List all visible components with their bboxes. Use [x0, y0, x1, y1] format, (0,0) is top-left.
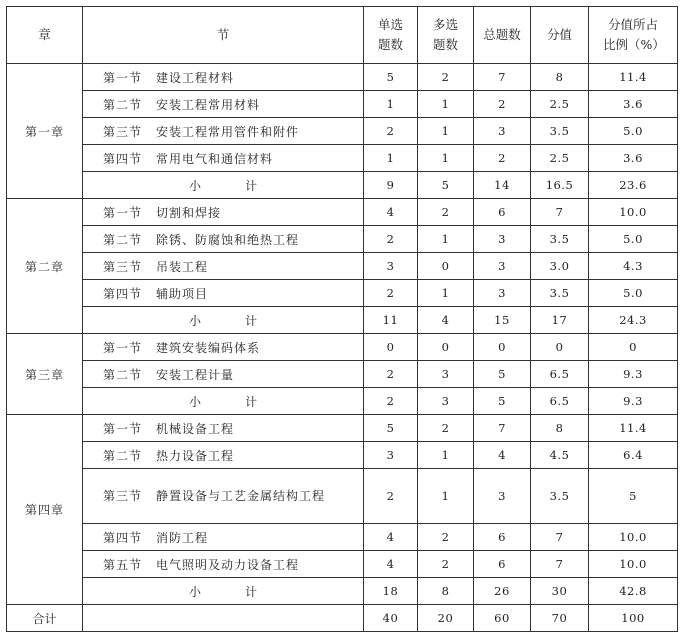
section-total: 6 — [474, 199, 531, 226]
section-single: 1 — [364, 145, 418, 172]
section-score: 2.5 — [531, 91, 589, 118]
section-cell — [83, 524, 364, 551]
section-ratio: 6.4 — [589, 442, 678, 469]
section-title: 建设工程材料 — [156, 70, 235, 85]
section-ratio: 11.4 — [589, 415, 678, 442]
subtotal-label-part: 计 — [245, 313, 258, 328]
section-cell — [83, 226, 364, 253]
subtotal-total: 14 — [474, 172, 531, 199]
section-title: 安装工程计量 — [156, 367, 235, 382]
section-cell — [83, 334, 364, 361]
section-score: 2.5 — [531, 145, 589, 172]
section-cell — [83, 91, 364, 118]
section-title: 吊装工程 — [156, 259, 209, 274]
section-single: 2 — [364, 118, 418, 145]
section-title: 除锈、防腐蚀和绝热工程 — [156, 232, 300, 247]
section-single: 2 — [364, 469, 418, 524]
section-cell — [83, 199, 364, 226]
section-multi: 1 — [418, 226, 474, 253]
subtotal-row — [7, 172, 678, 199]
section-number: 第二节 — [103, 232, 143, 247]
chapter-cell: 第三章 — [7, 334, 83, 415]
chapter-cell: 第一章 — [7, 64, 83, 199]
section-ratio: 5.0 — [589, 118, 678, 145]
section-total: 6 — [474, 551, 531, 578]
section-multi: 2 — [418, 415, 474, 442]
subtotal-total: 15 — [474, 307, 531, 334]
subtotal-multi: 4 — [418, 307, 474, 334]
chapter-cell: 第二章 — [7, 199, 83, 334]
section-multi: 1 — [418, 280, 474, 307]
section-multi: 3 — [418, 361, 474, 388]
table-row — [7, 145, 678, 172]
subtotal-total: 5 — [474, 388, 531, 415]
subtotal-ratio: 9.3 — [589, 388, 678, 415]
table-row — [7, 64, 678, 91]
section-single: 4 — [364, 524, 418, 551]
section-ratio: 3.6 — [589, 145, 678, 172]
section-total: 7 — [474, 415, 531, 442]
subtotal-ratio: 24.3 — [589, 307, 678, 334]
section-number: 第一节 — [103, 70, 143, 85]
subtotal-label-part: 小 — [188, 313, 201, 328]
table-row — [7, 469, 678, 524]
section-title: 切割和焊接 — [156, 205, 222, 220]
section-single: 4 — [364, 199, 418, 226]
section-ratio: 5 — [589, 469, 678, 524]
table-row — [7, 361, 678, 388]
table-row — [7, 91, 678, 118]
header-score: 分值 — [531, 7, 589, 64]
section-cell — [83, 253, 364, 280]
subtotal-ratio: 42.8 — [589, 578, 678, 605]
section-multi: 1 — [418, 469, 474, 524]
table-row — [7, 524, 678, 551]
section-total: 3 — [474, 226, 531, 253]
subtotal-ratio: 23.6 — [589, 172, 678, 199]
section-title: 机械设备工程 — [156, 421, 235, 436]
table-row — [7, 199, 678, 226]
section-single: 1 — [364, 91, 418, 118]
section-ratio: 10.0 — [589, 551, 678, 578]
table-row — [7, 253, 678, 280]
section-total: 7 — [474, 64, 531, 91]
section-score: 3.5 — [531, 280, 589, 307]
section-cell — [83, 280, 364, 307]
section-number: 第二节 — [103, 448, 143, 463]
section-ratio: 5.0 — [589, 226, 678, 253]
header-single: 单选题数 — [364, 7, 418, 64]
subtotal-single: 11 — [364, 307, 418, 334]
section-number: 第三节 — [103, 124, 143, 139]
section-single: 2 — [364, 361, 418, 388]
section-score: 3.0 — [531, 253, 589, 280]
subtotal-row — [7, 388, 678, 415]
subtotal-score: 16.5 — [531, 172, 589, 199]
section-ratio: 4.3 — [589, 253, 678, 280]
section-ratio: 11.4 — [589, 64, 678, 91]
section-cell — [83, 415, 364, 442]
section-title: 常用电气和通信材料 — [156, 151, 274, 166]
section-total: 2 — [474, 91, 531, 118]
section-score: 4.5 — [531, 442, 589, 469]
section-multi: 1 — [418, 118, 474, 145]
subtotal-row — [7, 307, 678, 334]
section-single: 5 — [364, 64, 418, 91]
section-single: 4 — [364, 551, 418, 578]
section-multi: 2 — [418, 551, 474, 578]
section-score: 3.5 — [531, 118, 589, 145]
subtotal-total: 26 — [474, 578, 531, 605]
section-multi: 2 — [418, 524, 474, 551]
grand-total-empty — [83, 605, 364, 632]
subtotal-single: 18 — [364, 578, 418, 605]
section-score: 6.5 — [531, 361, 589, 388]
section-title: 辅助项目 — [156, 286, 209, 301]
section-ratio: 9.3 — [589, 361, 678, 388]
section-number: 第三节 — [103, 259, 143, 274]
subtotal-label-part: 计 — [245, 394, 258, 409]
header-total: 总题数 — [474, 7, 531, 64]
grand-total-row — [7, 605, 678, 632]
subtotal-label-part: 小 — [188, 584, 201, 599]
section-score: 8 — [531, 415, 589, 442]
section-single: 5 — [364, 415, 418, 442]
section-cell — [83, 118, 364, 145]
subtotal-single: 9 — [364, 172, 418, 199]
section-total: 5 — [474, 361, 531, 388]
section-cell — [83, 64, 364, 91]
section-single: 2 — [364, 226, 418, 253]
subtotal-score: 6.5 — [531, 388, 589, 415]
table-row — [7, 226, 678, 253]
section-score: 8 — [531, 64, 589, 91]
section-score: 7 — [531, 524, 589, 551]
subtotal-label — [83, 172, 364, 199]
section-cell — [83, 442, 364, 469]
subtotal-label — [83, 578, 364, 605]
section-single: 0 — [364, 334, 418, 361]
section-ratio: 5.0 — [589, 280, 678, 307]
section-multi: 2 — [418, 199, 474, 226]
section-cell — [83, 361, 364, 388]
grand-total-ratio: 100 — [589, 605, 678, 632]
subtotal-label-part: 小 — [188, 394, 201, 409]
grand-total-total: 60 — [474, 605, 531, 632]
grand-total-multi: 20 — [418, 605, 474, 632]
section-ratio: 3.6 — [589, 91, 678, 118]
section-title: 建筑安装编码体系 — [156, 340, 261, 355]
section-multi: 2 — [418, 64, 474, 91]
section-ratio: 0 — [589, 334, 678, 361]
subtotal-label — [83, 307, 364, 334]
section-total: 0 — [474, 334, 531, 361]
exam-score-table — [6, 6, 678, 632]
section-score: 7 — [531, 199, 589, 226]
section-total: 3 — [474, 253, 531, 280]
section-number: 第一节 — [103, 421, 143, 436]
subtotal-single: 2 — [364, 388, 418, 415]
chapter-cell: 第四章 — [7, 415, 83, 605]
subtotal-label-part: 计 — [245, 584, 258, 599]
table-row — [7, 415, 678, 442]
section-score: 0 — [531, 334, 589, 361]
section-total: 3 — [474, 280, 531, 307]
header-ratio: 分值所占比例（%） — [589, 7, 678, 64]
table-row — [7, 334, 678, 361]
section-number: 第三节 — [103, 489, 143, 503]
header-row — [7, 7, 678, 64]
section-total: 3 — [474, 118, 531, 145]
subtotal-multi: 8 — [418, 578, 474, 605]
section-number: 第四节 — [103, 151, 143, 166]
section-number: 第五节 — [103, 557, 143, 572]
section-cell — [83, 145, 364, 172]
section-number: 第二节 — [103, 97, 143, 112]
section-score: 3.5 — [531, 226, 589, 253]
section-multi: 0 — [418, 253, 474, 280]
subtotal-label — [83, 388, 364, 415]
section-title: 静置设备与工艺金属结构工程 — [156, 489, 326, 503]
section-single: 2 — [364, 280, 418, 307]
section-number: 第一节 — [103, 340, 143, 355]
grand-total-single: 40 — [364, 605, 418, 632]
subtotal-multi: 5 — [418, 172, 474, 199]
section-title: 消防工程 — [156, 530, 209, 545]
subtotal-score: 30 — [531, 578, 589, 605]
header-chapter: 章 — [7, 7, 83, 64]
grand-total-score: 70 — [531, 605, 589, 632]
section-cell — [83, 551, 364, 578]
subtotal-multi: 3 — [418, 388, 474, 415]
section-title: 热力设备工程 — [156, 448, 235, 463]
section-score: 3.5 — [531, 469, 589, 524]
section-number: 第四节 — [103, 286, 143, 301]
section-number: 第一节 — [103, 205, 143, 220]
table-row — [7, 118, 678, 145]
grand-total-label: 合计 — [7, 605, 83, 632]
section-title: 安装工程常用材料 — [156, 97, 261, 112]
subtotal-score: 17 — [531, 307, 589, 334]
table-row — [7, 442, 678, 469]
section-ratio: 10.0 — [589, 524, 678, 551]
section-multi: 1 — [418, 91, 474, 118]
subtotal-label-part: 小 — [188, 178, 201, 193]
section-title: 电气照明及动力设备工程 — [156, 557, 300, 572]
section-score: 7 — [531, 551, 589, 578]
subtotal-label-part: 计 — [245, 178, 258, 193]
section-number: 第四节 — [103, 530, 143, 545]
header-multi: 多选题数 — [418, 7, 474, 64]
table-row — [7, 551, 678, 578]
subtotal-row — [7, 578, 678, 605]
section-total: 6 — [474, 524, 531, 551]
section-single: 3 — [364, 442, 418, 469]
section-total: 4 — [474, 442, 531, 469]
section-number: 第二节 — [103, 367, 143, 382]
section-total: 3 — [474, 469, 531, 524]
section-ratio: 10.0 — [589, 199, 678, 226]
section-multi: 0 — [418, 334, 474, 361]
header-section: 节 — [83, 7, 364, 64]
section-multi: 1 — [418, 145, 474, 172]
section-total: 2 — [474, 145, 531, 172]
section-title: 安装工程常用管件和附件 — [156, 124, 300, 139]
table-row — [7, 280, 678, 307]
section-cell — [83, 469, 364, 524]
section-multi: 1 — [418, 442, 474, 469]
section-single: 3 — [364, 253, 418, 280]
